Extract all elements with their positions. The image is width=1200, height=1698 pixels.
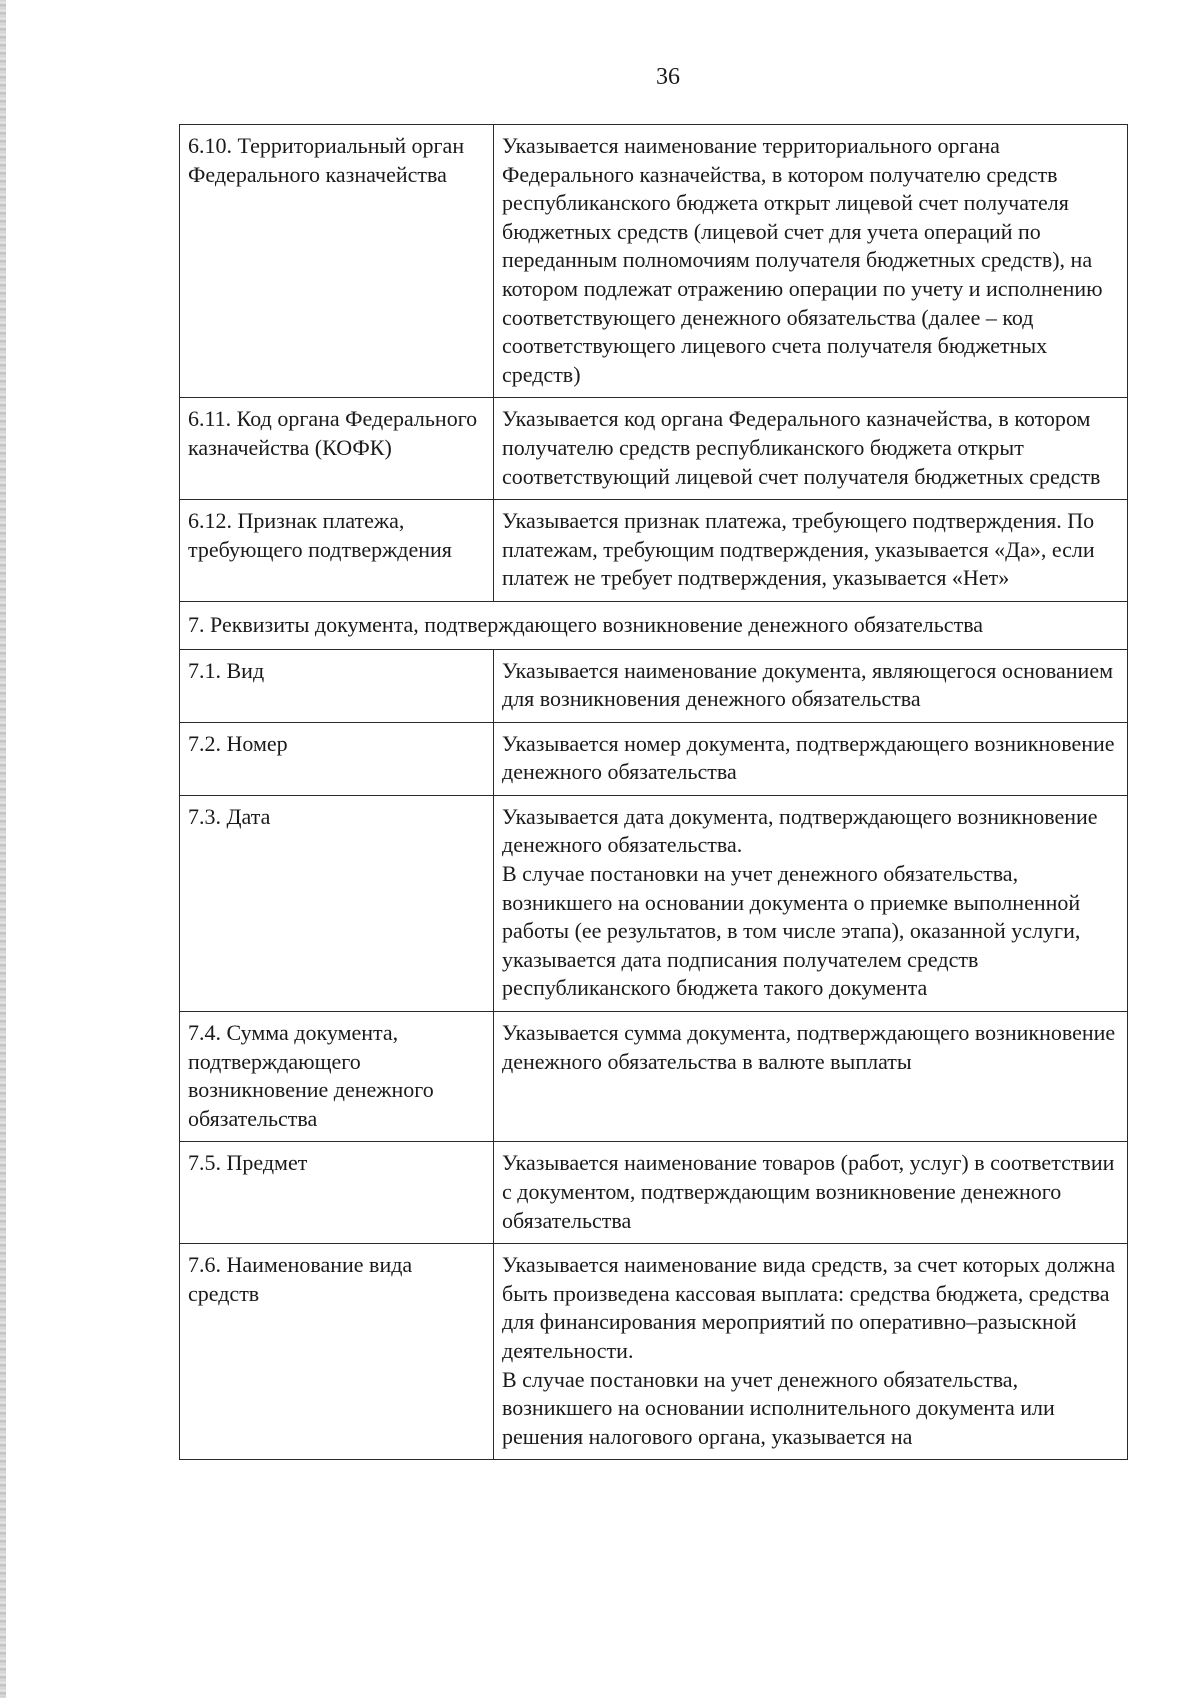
requisite-name: 7.6. Наименование вида средств (180, 1244, 494, 1460)
description-paragraph: Указывается код органа Федерального казначейства, в котором получателю средств республиканского бюджета открыт соответствующий лицевой счет получателя бюджетных средств (502, 406, 1101, 489)
requisites-table (179, 124, 1128, 1460)
description-paragraph: Указывается признак платежа, требующего подтверждения. По платежам, требующим подтверждения, указывается «Да», если платеж не требует подтверждения, указывается «Нет» (502, 508, 1095, 591)
description-paragraph: Указывается наименование территориального органа Федерального казначейства, в котором получателю средств республиканского бюджета открыт лицевой счет получателя бюджетных средств (лицевой счет для учета операций по переданным полномочиям получателя бюджетных средств), на котором подлежат отражению операции по учету и исполнению соответствующего денежного обязательства (далее – код соответствующего лицевого счета получателя бюджетных средств) (502, 133, 1103, 387)
table-row (180, 398, 1128, 500)
description-paragraph: В случае постановки на учет денежного обязательства, возникшего на основании исполнительного документа или решения налогового органа, указывается на (502, 1366, 1055, 1449)
requisites-table-body (180, 125, 1128, 1460)
table-row (180, 649, 1128, 722)
table-row (180, 795, 1128, 1011)
section-heading: 7. Реквизиты документа, подтверждающего возникновение денежного обязательства (180, 601, 1128, 649)
description-paragraph: Указывается наименование вида средств, за счет которых должна быть произведена кассовая выплата: средства бюджета, средства для финансирования мероприятий по оперативно–разыскной деятельности. (502, 1252, 1116, 1363)
description-paragraph: Указывается дата документа, подтверждающего возникновение денежного обязательства. (502, 803, 1098, 858)
section-row (180, 601, 1128, 649)
requisite-description (494, 795, 1128, 1011)
description-paragraph: Указывается наименование товаров (работ, услуг) в соответствии с документом, подтверждающим возникновение денежного обязательства (502, 1150, 1115, 1233)
requisite-description (494, 1142, 1128, 1244)
description-paragraph: В случае постановки на учет денежного обязательства, возникшего на основании документа о приемке выполненной работы (ее результатов, в том числе этапа), оказанной услуги, указывается дата подписания получателем средств республиканского бюджета такого документа (502, 861, 1081, 1001)
table-row (180, 1244, 1128, 1460)
requisite-name: 6.10. Территориальный орган Федерального казначейства (180, 125, 494, 398)
table-row (180, 722, 1128, 795)
scan-edge (0, 0, 6, 1698)
requisite-description (494, 722, 1128, 795)
requisite-description (494, 1244, 1128, 1460)
requisite-name: 6.12. Признак платежа, требующего подтверждения (180, 500, 494, 602)
table-row (180, 500, 1128, 602)
requisite-name: 7.1. Вид (180, 649, 494, 722)
table-row (180, 125, 1128, 398)
requisite-name: 6.11. Код органа Федерального казначейства (КОФК) (180, 398, 494, 500)
requisite-description (494, 500, 1128, 602)
page-number: 36 (656, 64, 680, 90)
description-paragraph: Указывается номер документа, подтверждающего возникновение денежного обязательства (502, 730, 1115, 785)
requisite-description (494, 125, 1128, 398)
description-paragraph: Указывается сумма документа, подтверждающего возникновение денежного обязательства в валюте выплаты (502, 1020, 1116, 1074)
requisite-description (494, 398, 1128, 500)
requisite-name: 7.3. Дата (180, 795, 494, 1011)
table-row (180, 1012, 1128, 1142)
requisite-name: 7.4. Сумма документа, подтверждающего возникновение денежного обязательства (180, 1012, 494, 1142)
requisite-name: 7.2. Номер (180, 722, 494, 795)
requisite-description (494, 1012, 1128, 1142)
requisite-description (494, 649, 1128, 722)
description-paragraph: Указывается наименование документа, являющегося основанием для возникновения денежного обязательства (502, 657, 1114, 712)
table-row (180, 1142, 1128, 1244)
requisite-name: 7.5. Предмет (180, 1142, 494, 1244)
